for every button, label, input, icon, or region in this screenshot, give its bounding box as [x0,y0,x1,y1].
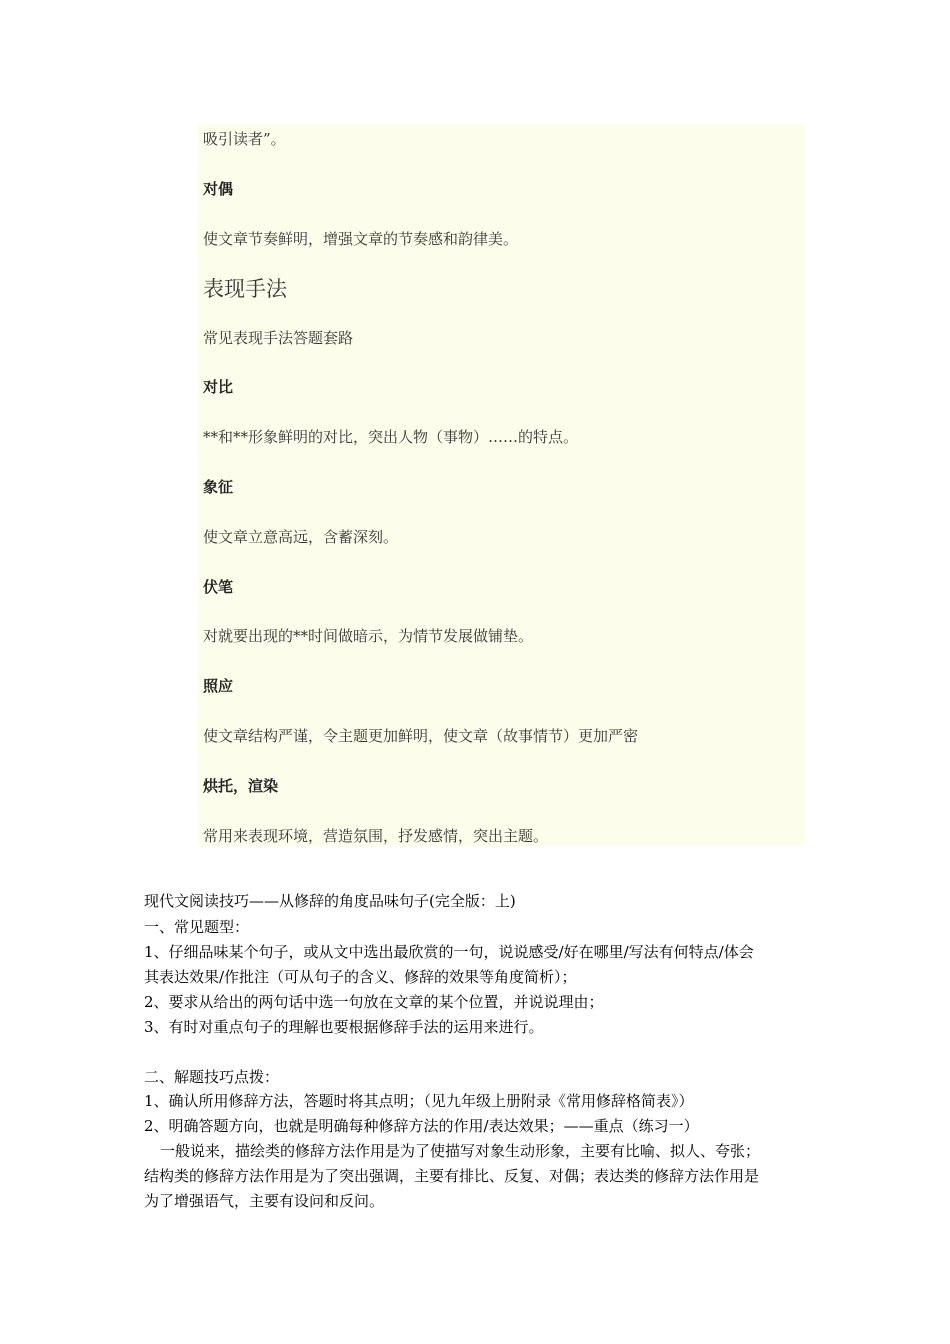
para-line1: 一般说来，描绘类的修辞方法作用是为了使描写对象生动形象，主要有比喻、拟人、夸张； [160,1142,761,1160]
fubi-text: 对就要出现的**时间做暗示，为情节发展做铺垫。 [203,627,534,645]
tip1: 1、确认所用修辞方法，答题时将其点明；（见九年级上册附录《常用修辞格简表》） [144,1092,694,1110]
duiou-text: 使文章节奏鲜明，增强文章的节奏感和韵律美。 [203,230,519,248]
para-line3: 为了增强语气，主要有设问和反问。 [144,1192,385,1210]
xiangzheng-text: 使文章立意高远，含蓄深刻。 [203,528,399,546]
article-title: 现代文阅读技巧——从修辞的角度品味句子(完全版：上) [144,892,516,910]
zhaoying-text: 使文章结构严谨，令主题更加鲜明，使文章（故事情节）更加严密 [203,727,639,745]
section-heading: 表现手法 [203,277,287,301]
duibi-text: **和**形象鲜明的对比，突出人物（事物）……的特点。 [203,428,579,446]
duibi-title: 对比 [203,378,234,396]
item2: 2、要求从给出的两句话中选一句放在文章的某个位置，并说说理由； [144,993,604,1011]
duiou-title: 对偶 [203,180,234,198]
hongtuo-title: 烘托，渲染 [203,777,279,795]
item3: 3、有时对重点句子的理解也要根据修辞手法的运用来进行。 [144,1018,544,1036]
part2-heading: 二、解题技巧点拨： [144,1068,280,1086]
section-sub: 常见表现手法答题套路 [203,329,354,347]
part1-heading: 一、常见题型： [144,918,250,936]
intro-tail: 吸引读者”。 [203,130,286,148]
tip2: 2、明确答题方向，也就是明确每种修辞方法的作用/表达效果；——重点（练习一） [144,1117,699,1135]
item1-line1: 1、仔细品味某个句子，或从文中选出最欣赏的一句，说说感受/好在哪里/写法有何特点/体会 [144,943,754,961]
para-line2: 结构类的修辞方法作用是为了突出强调，主要有排比、反复、对偶；表达类的修辞方法作用是 [144,1167,760,1185]
fubi-title: 伏笔 [203,578,234,596]
item1-line2: 其表达效果/作批注（可从句子的含义、修辞的效果等角度简析）； [144,968,577,986]
xiangzheng-title: 象征 [203,478,234,496]
hongtuo-text: 常用来表现环境，营造氛围，抒发感情，突出主题。 [203,827,549,845]
zhaoying-title: 照应 [203,677,234,695]
